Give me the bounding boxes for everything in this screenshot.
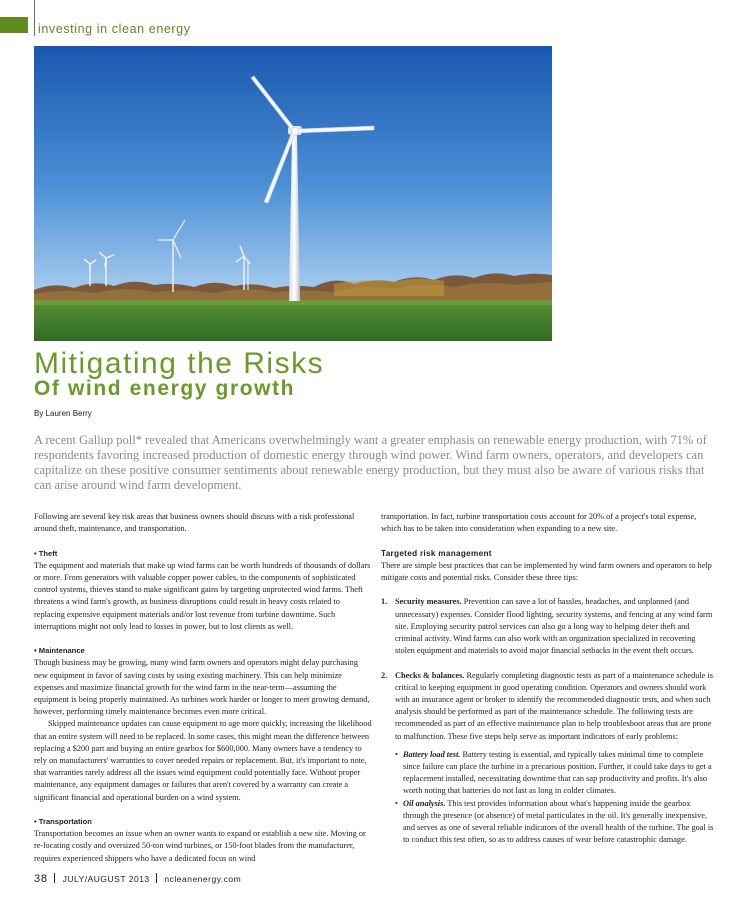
list-item — [395, 798, 715, 847]
tips-list — [381, 596, 715, 742]
hero-photo — [34, 46, 552, 341]
theft-heading: • Theft — [34, 548, 58, 558]
list-item — [381, 670, 715, 743]
footer-divider — [54, 873, 55, 883]
test-lead: Battery load test. — [403, 749, 461, 759]
section-tab — [0, 17, 28, 33]
theft-paragraph: The equipment and materials that make up wind farms can be worth hundreds of thousands of dollars or more. From generators with valuable copper power cables, to the components of sophisticated control systems, thieves stand to make significant gains by targeting unprotected wind farms. Theft threatens a wind farm's growth, as business disruptions could result in heavy costs related to replacing expensive equipment materials and/or lost revenue from turbine downtime. Such interruptions might not only lead to losses in power, but to lost clients as well. — [34, 560, 371, 631]
page-footer — [34, 873, 241, 885]
transportation-continued: transportation. In fact, turbine transportation costs account for 20% of a project's total expense, which has to be taken into consideration when expanding to a new site. — [381, 512, 697, 534]
test-lead: Oil analysis. — [403, 798, 446, 808]
test-text: Battery testing is essential, and typically takes minimal time to complete since failure can place the turbine in a precarious position. Further, it could take days to get a replacement installed, necessitating downtime that can sap productivity and profits. It's also worth noting that batteries do not last as long in colder climates. — [403, 749, 712, 796]
tip-text: Prevention can save a lot of hassles, headaches, and unplanned (and unnecessary) expenses. Consider flood lighting, security systems, and fencing at any wind farm site. Employing security patrol services can also go a long way to helping deter theft and criminal activity. Wind farms can also work with an organization specialized in recovering stolen equipment and materials to avoid major financial setbacks in the event theft occurs. — [395, 597, 713, 656]
maintenance-paragraph-2: Skipped maintenance updates can cause equipment to age more quickly, increasing the likelihood that an entire system will need to be replaced. In some cases, this might mean the difference between replacing a $200 part and buying an entire gearbox for $600,000. Many owners have a tendency to rely on manufacturers' warranties to cover needed repairs or replacement. But, it's important to note, that warranties rarely address all the issues wind equipment could potentially face. Without proper maintenance, any equipment damages or failures that aren't covered by a warranty can create a significant financial and operational burden on a wind system. — [34, 719, 372, 802]
opening-paragraph: Following are several key risk areas that business owners should discuss with a risk professional around theft, maintenance, and transportation. — [34, 512, 355, 534]
wind-farm-photo — [34, 46, 552, 341]
diagnostic-tests-list — [381, 749, 715, 847]
intro-paragraph: A recent Gallup poll* revealed that Americans overwhelmingly want a greater emphasis on renewable energy production, with 71% of respondents favoring increased production of domestic energy through wind power. Wind farm owners, operators, and developers can capitalize on these positive consumer sentiments about renewable energy production, but they must also be aware of various risks that can arise around wind farm development. — [34, 433, 707, 492]
right-column — [381, 511, 715, 846]
footer-divider — [156, 873, 157, 883]
byline: By Lauren Berry — [34, 409, 92, 418]
tip-text: Regularly completing diagnostic tests as part of a maintenance schedule is critical to keeping equipment in good operating condition. Operators and owners should work with an insurance agent or broker to identify the recommended diagnostic tests, and when such analysis should be performed as part of the maintenance schedule. The following tests are recommended as part of an effective maintenance plan to help troubleshoot areas that are prone to malfunction. These five steps help serve as important indicators of early problems: — [395, 670, 713, 741]
tip-lead: Checks & balances. — [395, 670, 465, 680]
test-text: This test provides information about what's happening inside the gearbox through the presence (or absence) of metal particulates in the oil. It's generally inexpensive, and serves as one of several reliable indicators of the overall health of the turbine. The goal is to conduct this test often, so as to address causes of wear before catastrophic damage. — [403, 798, 714, 845]
article-subtitle: Of wind energy growth — [34, 377, 296, 400]
tip-lead: Security measures. — [395, 597, 462, 607]
list-item — [381, 596, 715, 657]
section-label: investing in clean energy — [38, 22, 191, 36]
tip-number: 1. — [381, 597, 388, 607]
transportation-heading: • Transportation — [34, 817, 92, 827]
list-item — [395, 749, 715, 798]
left-column — [34, 511, 372, 865]
risk-management-heading: Targeted risk management — [381, 548, 492, 558]
maintenance-paragraph-1: Though business may be growing, many wind farm owners and operators might delay purchasing new equipment in favor of saving costs by using existing machinery. This can help minimize expenses and maximize financial growth for the wind farm in the near-term—assuming the equipment is being properly maintained. As turbines work harder or longer to meet growing demand, however, performing timely maintenance becomes even more critical. — [34, 658, 370, 717]
section-divider — [34, 0, 35, 36]
transportation-paragraph: Transportation becomes an issue when an owner wants to expand or establish a new site. Moving or re-locating costly and oversized 50-ton wind turbines, or 150-foot blades from the manufacturer, requires experienced shippers who have a dedicated focus on wind — [34, 829, 366, 863]
site-link[interactable]: ncleanenergy.com — [164, 874, 242, 884]
page-number: 38 — [34, 873, 48, 885]
issue-date: JULY/AUGUST 2013 — [62, 874, 150, 884]
maintenance-heading: • Maintenance — [34, 646, 85, 656]
tip-number: 2. — [381, 670, 388, 680]
risk-management-paragraph: There are simple best practices that can be implemented by wind farm owners and operators to help mitigate costs and potential risks. Consider these three tips: — [381, 560, 712, 582]
article-title: Mitigating the Risks — [34, 347, 325, 380]
